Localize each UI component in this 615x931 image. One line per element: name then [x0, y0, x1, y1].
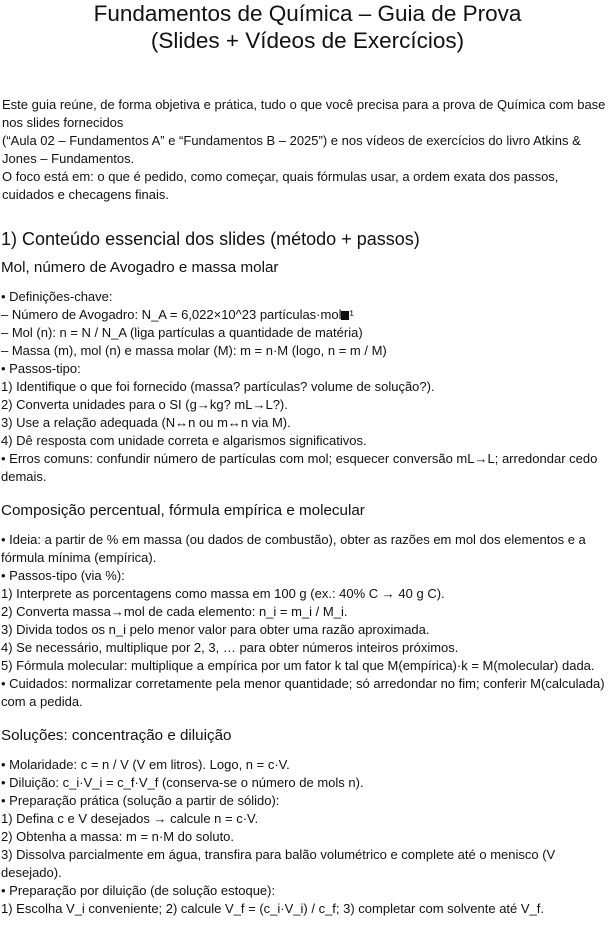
- mol-heading: Mol, número de Avogadro e massa molar: [1, 259, 279, 276]
- composition-line: 5) Fórmula molecular: multiplique a empírica por um fator k tal que M(empírica)·k = M(molecular) dada.: [1, 658, 595, 673]
- mol-content: [0, 288, 615, 486]
- solutions-heading: Soluções: concentração e diluição: [1, 727, 232, 744]
- avogadro-suffix: ¹: [349, 307, 354, 322]
- intro-paragraph-3: O foco está em: o que é pedido, como começar, quais fórmulas usar, a ordem exata dos passos, cuidados e checagens finais.: [2, 169, 559, 202]
- composition-line: 1) Interprete as porcentagens como massa em 100 g (ex.: 40% C → 40 g C).: [1, 586, 445, 601]
- mol-line: • Passos-tipo:: [1, 361, 81, 376]
- mol-line: – Massa (m), mol (n) e massa molar (M): m = n·M (logo, n = m / M): [1, 343, 387, 358]
- composition-heading: Composição percentual, fórmula empírica e molecular: [1, 502, 365, 519]
- intro-paragraph-2: (“Aula 02 – Fundamentos A” e “Fundamentos B – 2025”) e nos vídeos de exercícios do livro Atkins & Jones – Fundamentos.: [2, 133, 581, 166]
- solutions-line: 3) Dissolva parcialmente em água, transfira para balão volumétrico e complete até o menisco (V desejado).: [1, 847, 556, 880]
- mol-line: • Erros comuns: confundir número de partículas com mol; esquecer conversão mL→L; arredondar cedo demais.: [1, 451, 598, 484]
- avogadro-text: – Número de Avogadro: N_A = 6,022×10^23 partículas·mol: [1, 307, 342, 322]
- solutions-line: 1) Escolha V_i conveniente; 2) calcule V_f = (c_i·V_i) / c_f; 3) completar com solvente até V_f.: [1, 901, 545, 916]
- solutions-content: [0, 756, 615, 918]
- document-title: [0, 0, 615, 54]
- mol-line: 1) Identifique o que foi fornecido (massa? partículas? volume de solução?).: [1, 379, 435, 394]
- mol-line: 2) Converta unidades para o SI (g→kg? mL→L?).: [1, 397, 288, 412]
- composition-content: [0, 531, 615, 711]
- intro-paragraph-1: Este guia reúne, de forma objetiva e prática, tudo o que você precisa para a prova de Química com base nos slides fornecidos: [2, 97, 606, 130]
- mol-line: – Mol (n): n = N / N_A (liga partículas a quantidade de matéria): [1, 325, 363, 340]
- title-line-2: (Slides + Vídeos de Exercícios): [150, 28, 465, 53]
- section-1-heading: 1) Conteúdo essencial dos slides (método + passos): [1, 229, 420, 249]
- solutions-line: • Molaridade: c = n / V (V em litros). Logo, n = c·V.: [1, 757, 290, 772]
- composition-line: 4) Se necessário, multiplique por 2, 3, … para obter números inteiros próximos.: [1, 640, 459, 655]
- mol-line: 3) Use a relação adequada (N↔n ou m↔n via M).: [1, 415, 291, 430]
- composition-line: 2) Converta massa→mol de cada elemento: n_i = m_i / M_i.: [1, 604, 348, 619]
- composition-line: • Passos-tipo (via %):: [1, 568, 125, 583]
- solutions-line: 1) Defina c e V desejados → calcule n = c·V.: [1, 811, 259, 826]
- solutions-line: 2) Obtenha a massa: m = n·M do soluto.: [1, 829, 235, 844]
- mol-line: 4) Dê resposta com unidade correta e algarismos significativos.: [1, 433, 367, 448]
- mol-line: • Definições-chave:: [1, 289, 113, 304]
- title-line-1: Fundamentos de Química – Guia de Prova: [93, 1, 522, 26]
- solutions-line: • Diluição: c_i·V_i = c_f·V_f (conserva-se o número de mols n).: [1, 775, 364, 790]
- solutions-line: • Preparação prática (solução a partir de sólido):: [1, 793, 280, 808]
- composition-line: • Cuidados: normalizar corretamente pela menor quantidade; só arredondar no fim; conferir M(calculada) com a pedida.: [1, 676, 605, 709]
- composition-line: • Ideia: a partir de % em massa (ou dados de combustão), obter as razões em mol dos elementos e a fórmula mínima (empírica).: [1, 532, 586, 565]
- composition-line: 3) Divida todos os n_i pelo menor valor para obter uma razão aproximada.: [1, 622, 430, 637]
- intro-section: [0, 96, 615, 204]
- solutions-line: • Preparação por diluição (de solução estoque):: [1, 883, 276, 898]
- mol-line-avogadro: [0, 306, 615, 324]
